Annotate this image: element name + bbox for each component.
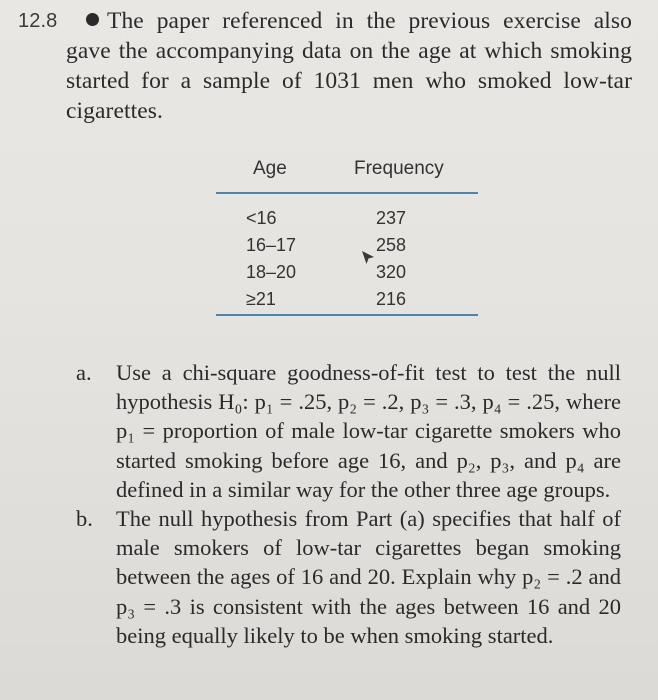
exercise-parts <box>76 358 621 650</box>
frequency-cell: 216 <box>376 289 407 309</box>
table-row <box>216 262 478 288</box>
column-header-age: Age <box>253 158 287 179</box>
part-a <box>76 358 621 504</box>
part-label: a. <box>76 360 92 385</box>
frequency-cell: 258 <box>376 235 407 255</box>
column-header-frequency: Frequency <box>354 158 444 179</box>
problem-statement <box>18 6 632 126</box>
bullet-icon <box>86 13 99 26</box>
frequency-table <box>216 158 478 316</box>
part-text: Use a chi-square goodness-of-fit test to test the null hypothesis H₀: p₁ = .25, p₂ = .2, p₃ = .3, p₄ = .25, where p₁ = proportion of male low-tar cigarette smokers who started smoking before age 16, and p₂, p₃, and p₄ are defined in a similar way for the other three age groups. <box>116 360 621 502</box>
table-row <box>216 235 478 261</box>
table-row <box>216 289 478 315</box>
age-cell: ≥21 <box>246 289 276 309</box>
mouse-pointer-icon <box>360 250 376 266</box>
age-cell: 16–17 <box>246 235 297 255</box>
age-cell: 18–20 <box>246 262 297 282</box>
frequency-cell: 320 <box>376 262 407 282</box>
table-row <box>216 208 478 234</box>
part-text: The null hypothesis from Part (a) specifies that half of male smokers of low-tar cigarettes began smoking between the ages of 16 and 20. Explain why p₂ = .2 and p₃ = .3 is consistent with the ages between 16 and 20 being equally likely to be when smoking started. <box>116 506 621 648</box>
part-b <box>76 504 621 650</box>
age-cell: <16 <box>246 208 277 228</box>
problem-number: 12.8 <box>18 10 58 32</box>
problem-intro: The paper referenced in the previous exercise also gave the accompanying data on the age at which smoking started for a sample of 1031 men who smoked low-tar cigarettes. <box>66 8 632 124</box>
table-body <box>216 194 478 314</box>
table-header <box>216 158 478 192</box>
frequency-cell: 237 <box>376 208 407 228</box>
part-label: b. <box>76 506 93 532</box>
